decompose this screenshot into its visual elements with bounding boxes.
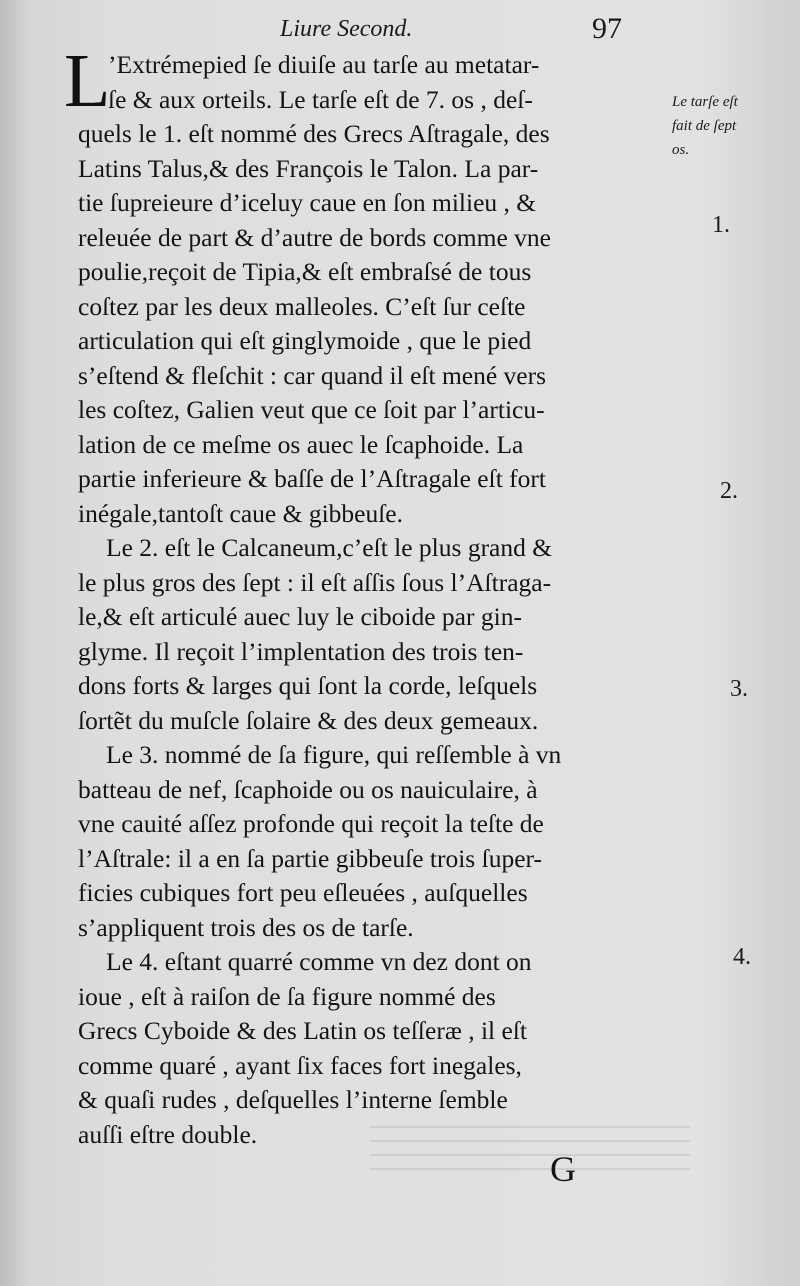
text-line: ſortẽt du muſcle ſolaire & des deux gemeaux. <box>78 705 539 735</box>
marginal-note-line: os. <box>672 142 690 158</box>
signature-mark: G <box>550 1149 576 1189</box>
text-line: Grecs Cyboide & des Latin os teſſeræ , il eſt <box>78 1016 527 1045</box>
marginal-note-line: Le tarſe eſt <box>672 94 738 110</box>
text-line: l’Aſtrale: il a en ſa partie gibbeuſe trois ſuper- <box>78 843 542 873</box>
page-header <box>0 6 800 46</box>
text-line: ficies cubiques fort peu eſleuées , auſquelles <box>78 878 528 907</box>
paragraph-astragale <box>64 39 683 531</box>
text-line: le plus gros des ſept : il eſt aſſis ſous l’Aſtraga- <box>78 567 552 597</box>
margin-number-3: 3. <box>730 676 748 702</box>
text-line: & quaſi rudes , deſquelles l’interne ſemble <box>78 1085 508 1114</box>
text-line: ioue , eſt à raiſon de ſa figure nommé des <box>78 981 496 1011</box>
running-head: Liure Second. <box>280 16 413 42</box>
text-line: partie inferieure & baſſe de l’Aſtragale eſt fort <box>78 464 546 493</box>
text-line: s’appliquent trois des os de tarſe. <box>78 912 414 942</box>
page-number: 97 <box>592 12 622 45</box>
text-line: comme quaré , ayant ſix faces fort inegales, <box>78 1050 522 1080</box>
paragraph-scaphoide <box>78 738 683 945</box>
text-line: vne cauité aſſez profonde qui reçoit la teſte de <box>78 809 544 838</box>
text-line: quels le 1. eſt nommé des Grecs Aſtragale, des <box>78 119 550 148</box>
text-line: coſtez par les deux malleoles. C’eſt ſur ceſte <box>78 291 526 321</box>
margin-number-4: 4. <box>733 944 751 970</box>
paragraph-calcaneum <box>78 531 683 738</box>
text-line: auſſi eſtre double. <box>78 1119 258 1149</box>
text-line: Le 2. eſt le Calcaneum,c’eſt le plus grand & <box>106 533 553 562</box>
text-line: articulation qui eſt ginglymoide , que le pied <box>78 326 532 355</box>
text-line: le,& eſt articulé auec luy le ciboide par gin- <box>78 602 522 631</box>
text-line: releuée de part & d’autre de bords comme vne <box>78 222 551 252</box>
text-line: Le 4. eſtant quarré comme vn dez dont on <box>106 947 532 976</box>
text-line: lation de ce meſme os auec le ſcaphoide. La <box>78 429 524 459</box>
text-line: s’eſtend & fleſchit : car quand il eſt mené vers <box>78 360 547 390</box>
text-line: batteau de nef, ſcaphoide ou os nauiculaire, à <box>78 774 538 804</box>
text-line: poulie,reçoit de Tipia,& eſt embraſsé de tous <box>78 257 532 286</box>
text-line: glyme. Il reçoit l’implentation des trois ten- <box>78 636 524 666</box>
margin-number-2: 2. <box>720 478 738 504</box>
text-line: ’Extrémepied ſe diuiſe au tarſe au metatar- <box>108 50 540 79</box>
marginal-note <box>672 90 796 162</box>
marginal-note-line: fait de ſept <box>672 118 737 134</box>
text-line: inégale,tantoſt caue & gibbeuſe. <box>78 498 404 528</box>
text-line: les coſtez, Galien veut que ce ſoit par l’articu- <box>78 395 545 424</box>
drop-cap: L <box>64 39 111 123</box>
text-line: dons forts & larges qui ſont la corde, leſquels <box>78 671 538 700</box>
margin-number-1: 1. <box>712 212 730 238</box>
text-line: ſe & aux orteils. Le tarſe eſt de 7. os , deſ- <box>108 84 533 114</box>
text-line: tie ſupreieure d’iceluy caue en ſon milieu , & <box>78 188 537 217</box>
main-text <box>64 39 683 1152</box>
text-line: Latins Talus,& des François le Talon. La par- <box>78 153 539 183</box>
text-line: Le 3. nommé de ſa figure, qui reſſemble à vn <box>106 740 562 769</box>
show-through-ink <box>370 1120 690 1170</box>
